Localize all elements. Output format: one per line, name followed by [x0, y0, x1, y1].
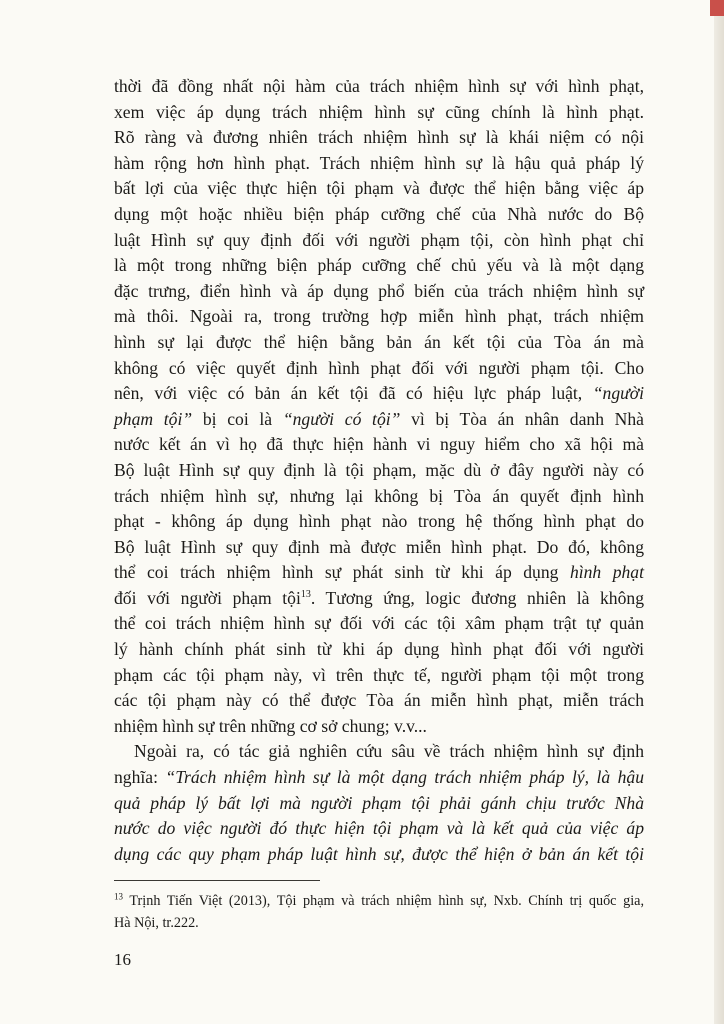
text-line: là một trong những biện pháp cưỡng chế chủ yếu và là một dạng — [114, 255, 644, 276]
page-edge-shadow — [714, 0, 724, 1024]
text-line: đặc trưng, điển hình và áp dụng phổ biến của trách nhiệm hình sự — [114, 280, 644, 301]
text-line: các tội phạm này có thể được Tòa án miễn hình phạt, miễn trách — [114, 690, 644, 711]
text-run: đối với người phạm tội — [114, 587, 301, 608]
quotation-line: nước do việc người đó thực hiện tội phạm và là kết quả của việc áp — [114, 818, 644, 839]
quoted-term: “người có tội” — [282, 408, 401, 429]
text-run: bị coi là — [192, 408, 283, 429]
text-line — [114, 765, 644, 791]
text-line: xem việc áp dụng trách nhiệm hình sự cũng chính là hình phạt. — [114, 101, 644, 122]
text-line — [114, 560, 644, 586]
text-line: dụng một hoặc nhiều biện pháp cưỡng chế của Nhà nước do Bộ — [114, 203, 644, 224]
text-line: nước kết án vì họ đã thực hiện hành vi nguy hiểm cho xã hội mà — [114, 434, 644, 455]
quoted-term: phạm tội” — [114, 408, 193, 429]
quoted-term: “người — [592, 383, 644, 404]
footnote-line: Hà Nội, tr.222. — [114, 915, 199, 931]
text-line: Rõ ràng và đương nhiên trách nhiệm hình sự là khái niệm có nội — [114, 127, 644, 148]
text-line: bất lợi của việc thực hiện tội phạm và được thể hiện bằng việc áp — [114, 178, 644, 199]
text-line: Ngoài ra, có tác giả nghiên cứu sâu về trách nhiệm hình sự định — [134, 741, 644, 762]
text-line: không có việc quyết định hình phạt đối với người phạm tội. Cho — [114, 357, 644, 378]
text-run: vì bị Tòa án nhân danh Nhà — [400, 408, 644, 429]
text-run: . Tương ứng, logic đương nhiên là không — [310, 587, 644, 608]
text-run: thể coi trách nhiệm hình sự phát sinh từ khi áp dụng — [114, 562, 570, 583]
footnote-separator — [114, 880, 320, 881]
body-text — [114, 74, 644, 867]
text-line: nhiệm hình sự trên những cơ sở chung; v.v... — [114, 715, 427, 736]
text-line: lý hành chính phát sinh từ khi áp dụng hình phạt đối với người — [114, 639, 644, 660]
text-line: mà thôi. Ngoài ra, trong trường hợp miễn hình phạt, trách nhiệm — [114, 306, 644, 327]
emphasis-term: hình phạt — [569, 562, 644, 583]
footnote — [114, 890, 644, 934]
text-line: trách nhiệm hình sự, nhưng lại không bị Tòa án quyết định hình — [114, 485, 644, 506]
page-number: 16 — [114, 950, 131, 969]
quotation-line: dụng các quy phạm pháp luật hình sự, được thể hiện ở bản án kết tội — [114, 843, 644, 864]
text-line: luật Hình sự quy định đối với người phạm tội, còn hình phạt chỉ — [114, 229, 644, 250]
text-line: thời đã đồng nhất nội hàm của trách nhiệm hình sự với hình phạt, — [114, 76, 644, 96]
text-line: Bộ luật Hình sự quy định là tội phạm, mặc dù ở đây người này có — [114, 459, 644, 480]
text-line: phạm các tội phạm này, vì trên thực tế, người phạm tội một trong — [114, 664, 644, 685]
footnote-mark: 13 — [114, 891, 123, 902]
text-line: hình sự lại được thể hiện bằng bản án kết tội của Tòa án mà — [114, 331, 644, 352]
text-line — [114, 407, 644, 433]
text-line: thể coi trách nhiệm hình sự đối với các tội xâm phạm trật tự quản — [114, 613, 644, 634]
text-line: hàm rộng hơn hình phạt. Trách nhiệm hình sự là hậu quả pháp lý — [114, 152, 644, 173]
footnote-text: Trịnh Tiến Việt (2013), Tội phạm và trách nhiệm hình sự, Nxb. Chính trị quốc gia, — [123, 893, 644, 909]
footnote-reference: 13 — [300, 589, 311, 601]
text-line — [114, 381, 644, 407]
footnote-line — [114, 890, 644, 912]
text-line: phạt - không áp dụng hình phạt nào trong hệ thống hình phạt do — [114, 511, 644, 532]
text-line: Bộ luật Hình sự quy định mà được miễn hình phạt. Do đó, không — [114, 536, 644, 557]
text-run: nên, với việc có bản án kết tội đã có hiệu lực pháp luật, — [114, 383, 593, 404]
quotation-text: “Trách nhiệm hình sự là một dạng trách nhiệm pháp lý, là hậu — [165, 767, 645, 788]
corner-color-mark — [710, 0, 724, 16]
text-run: nghĩa: — [114, 767, 166, 788]
text-line — [114, 586, 644, 612]
quotation-line: quả pháp lý bất lợi mà người phạm tội phải gánh chịu trước Nhà — [114, 792, 644, 813]
